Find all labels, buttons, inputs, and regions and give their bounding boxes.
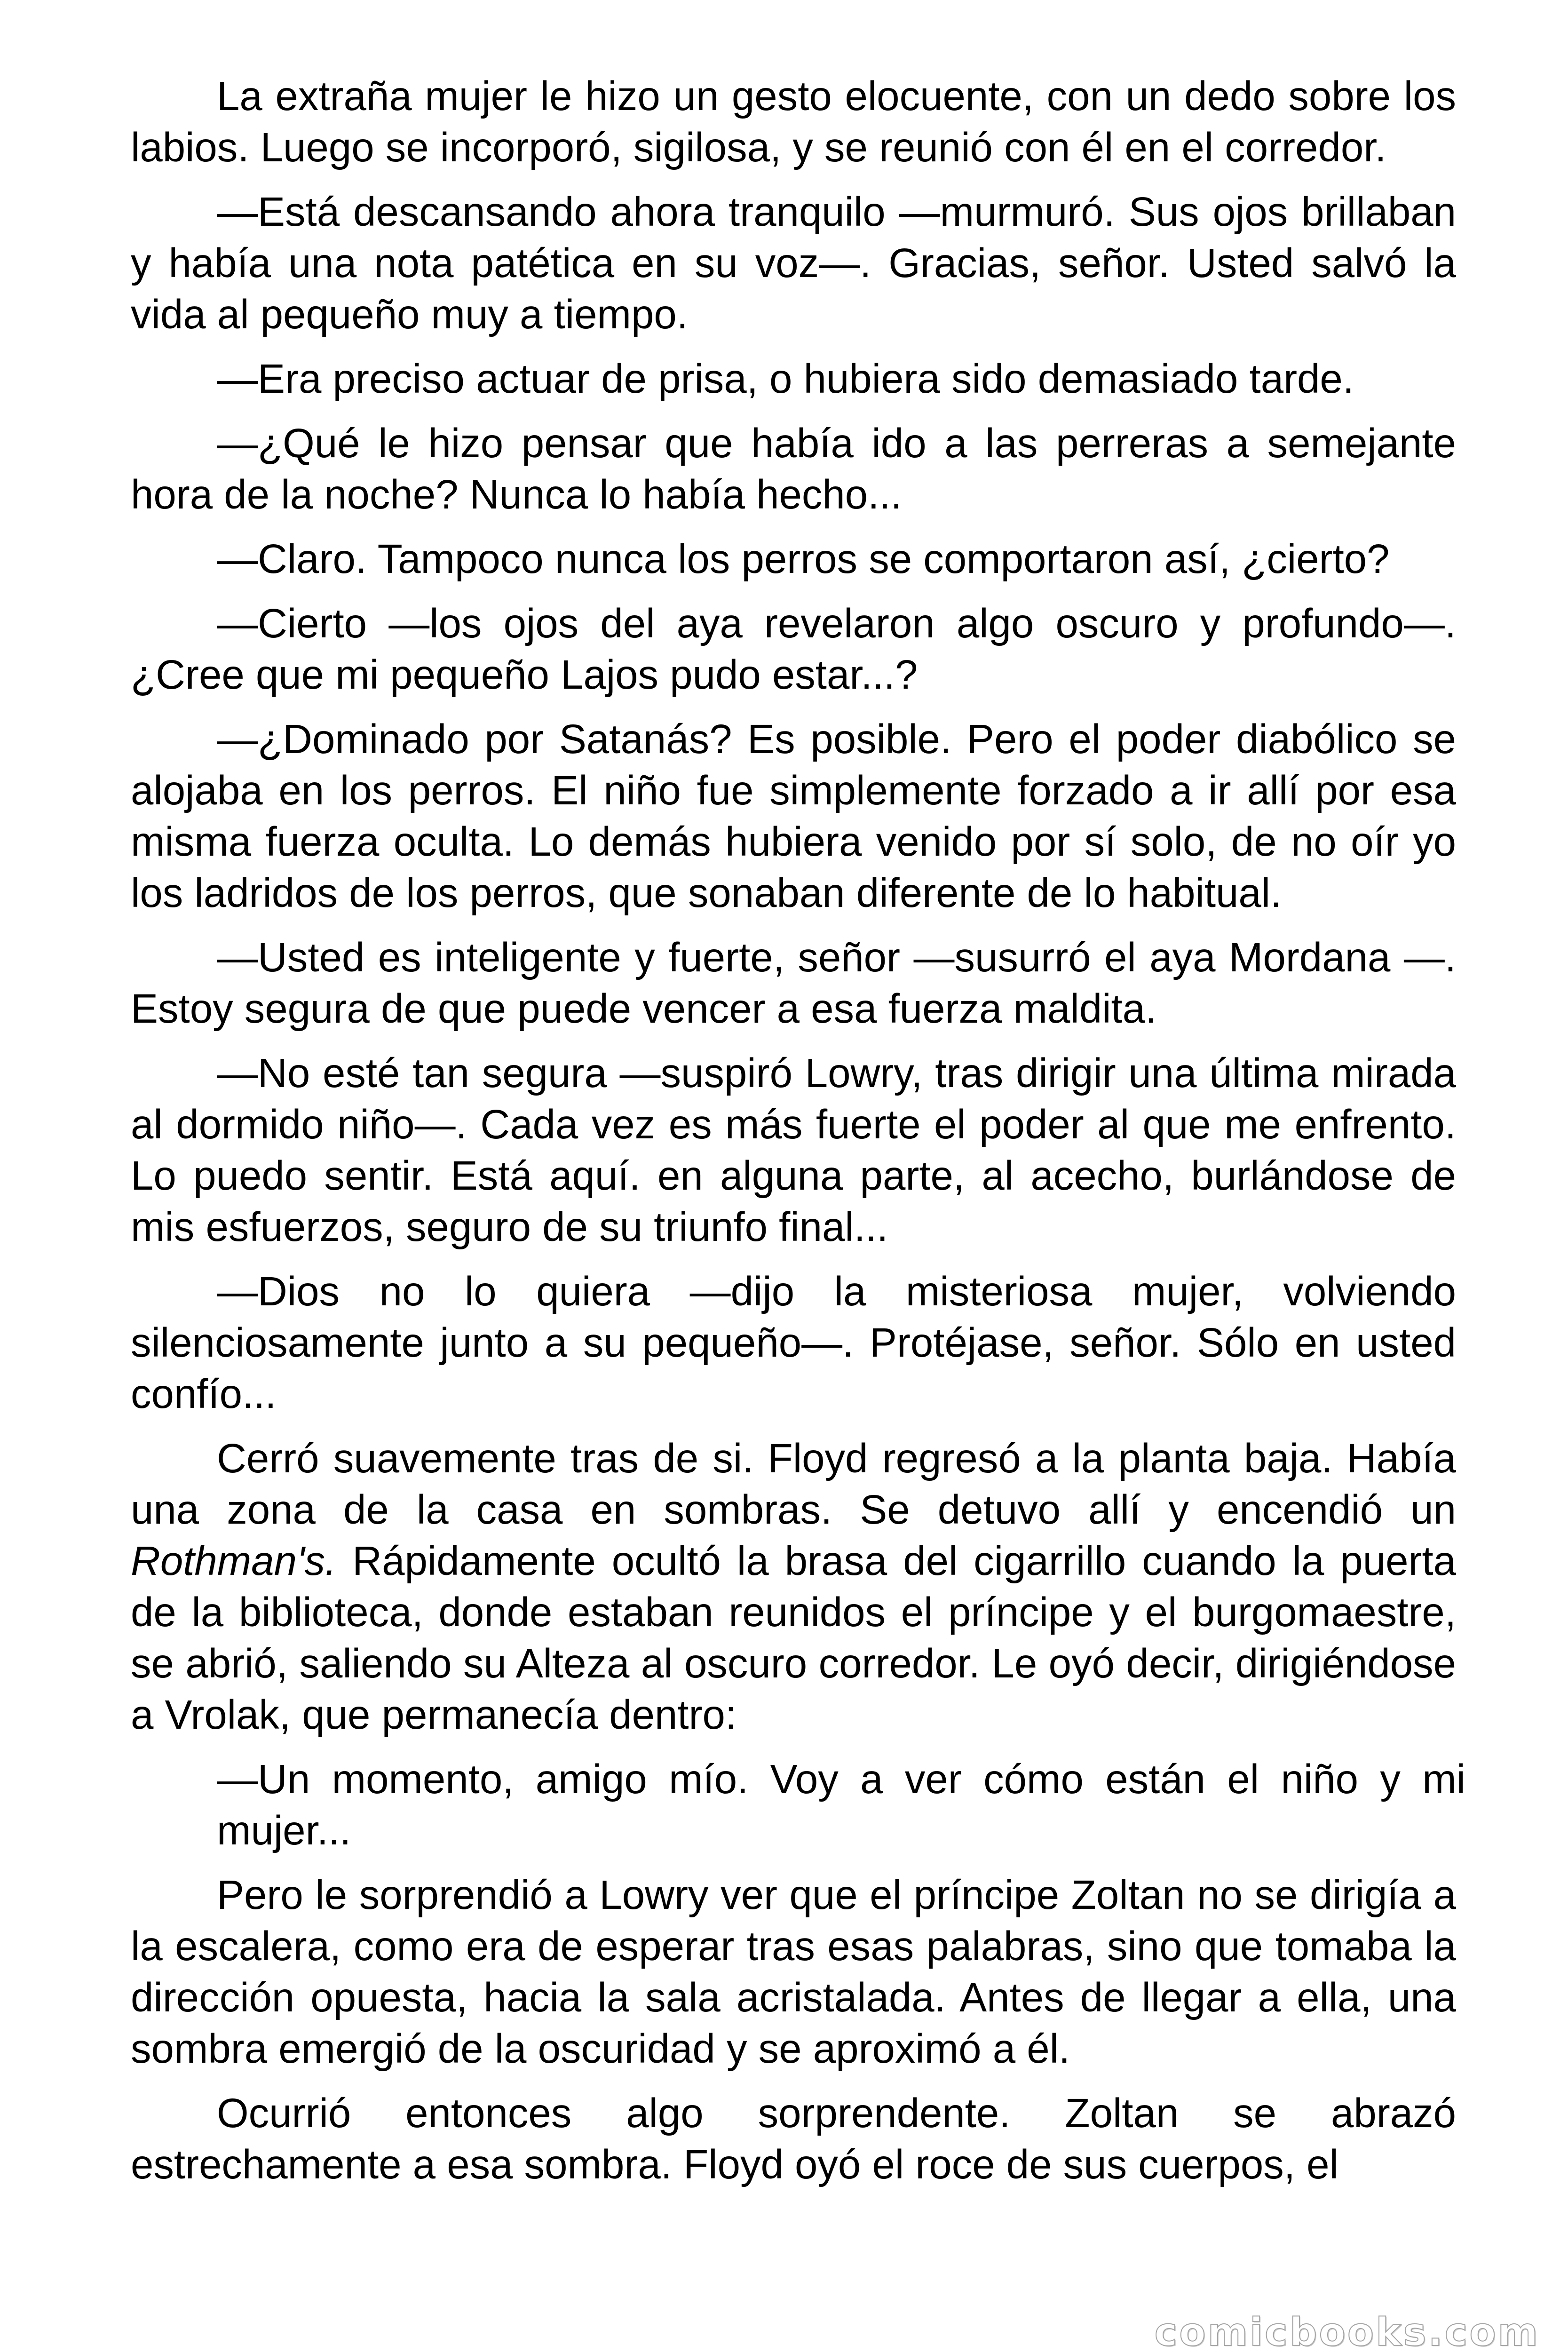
paragraph-5: —Claro. Tampoco nunca los perros se comportaron así, ¿cierto? (217, 536, 1390, 582)
watermark: comicbooks.com (1154, 2310, 1540, 2352)
paragraph-3: —Era preciso actuar de prisa, o hubiera sido demasiado tarde. (217, 356, 1354, 402)
paragraph-10: —Dios no lo quiera —dijo la misteriosa mujer, volviendo silenciosamente junto a su pequeño—. Protéjase, señor. Sólo en usted confío... (131, 1269, 1456, 1417)
paragraph-12: —Un momento, amigo mío. Voy a ver cómo están el niño y mi mujer... (217, 1756, 1465, 1853)
paragraph-6: —Cierto —los ojos del aya revelaron algo oscuro y profundo—. ¿Cree que mi pequeño Lajos pudo estar...? (131, 601, 1456, 698)
paragraph-4: —¿Qué le hizo pensar que había ido a las perreras a semejante hora de la noche? Nunca lo había hecho... (131, 421, 1456, 517)
paragraph-11-part-2: Rápidamente ocultó la brasa del cigarrillo cuando la puerta de la biblioteca, donde estaban reunidos el príncipe y el burgomaestre, se abrió, saliendo su Alteza al oscuro corredor. Le oyó decir, dirigiéndose a Vrolak, que permanecía dentro: (131, 1538, 1456, 1738)
paragraph-11 (131, 1433, 1456, 1740)
page-body-text (131, 71, 1465, 2190)
paragraph-11-part-1: Cerró suavemente tras de si. Floyd regresó a la planta baja. Había una zona de la casa en sombras. Se detuvo allí y encendió un (131, 1436, 1456, 1533)
paragraph-9: —No esté tan segura —suspiró Lowry, tras dirigir una última mirada al dormido niño—. Cada vez es más fuerte el poder al que me enfrento. Lo puedo sentir. Está aquí. en alguna parte, al acecho, burlándose de mis esfuerzos, seguro de su triunfo final... (131, 1050, 1456, 1250)
paragraph-11-italic: Rothman's. (131, 1538, 337, 1584)
paragraph-8: —Usted es inteligente y fuerte, señor —susurró el aya Mordana —. Estoy segura de que puede vencer a esa fuerza maldita. (131, 935, 1456, 1032)
paragraph-1: La extraña mujer le hizo un gesto elocuente, con un dedo sobre los labios. Luego se incorporó, sigilosa, y se reunió con él en el corredor. (131, 73, 1456, 170)
paragraph-13: Pero le sorprendió a Lowry ver que el príncipe Zoltan no se dirigía a la escalera, como era de esperar tras esas palabras, sino que tomaba la dirección opuesta, hacia la sala acristalada. Antes de llegar a ella, una sombra emergió de la oscuridad y se aproximó a él. (131, 1872, 1456, 2072)
paragraph-14: Ocurrió entonces algo sorprendente. Zoltan se abrazó estrechamente a esa sombra. Floyd oyó el roce de sus cuerpos, el (131, 2090, 1456, 2187)
paragraph-2: —Está descansando ahora tranquilo —murmuró. Sus ojos brillaban y había una nota patética en su voz—. Gracias, señor. Usted salvó la vida al pequeño muy a tiempo. (131, 189, 1456, 337)
paragraph-7: —¿Dominado por Satanás? Es posible. Pero el poder diabólico se alojaba en los perros. El niño fue simplemente forzado a ir allí por esa misma fuerza oculta. Lo demás hubiera venido por sí solo, de no oír yo los ladridos de los perros, que sonaban diferente de lo habitual. (131, 716, 1456, 916)
